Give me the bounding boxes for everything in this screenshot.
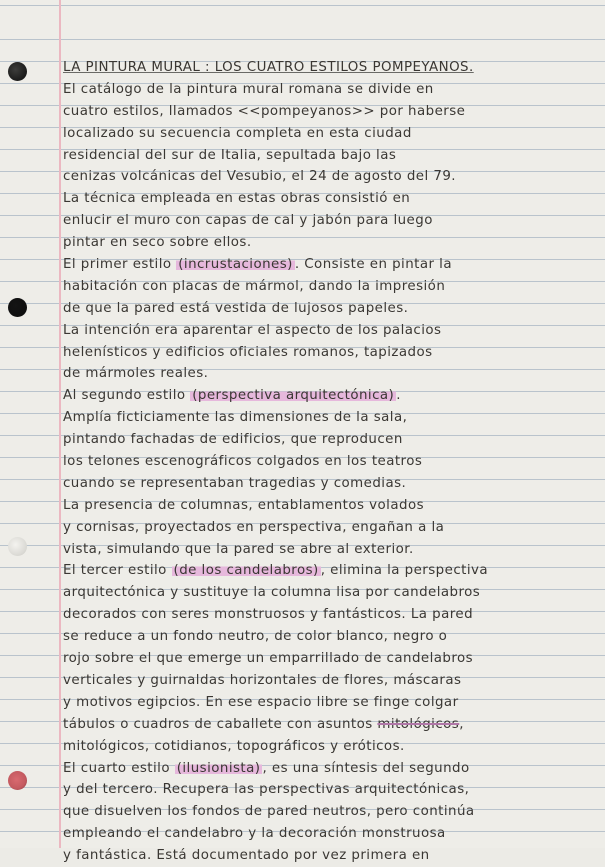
text-line: [63, 451, 595, 473]
text-segment: El cuarto estilo: [63, 760, 175, 776]
highlighted-term: (incrustaciones): [178, 257, 293, 273]
text-segment: La intención era aparentar el aspecto de los palacios: [63, 322, 442, 338]
binder-hole-dark: [8, 62, 27, 81]
text-line: [63, 473, 595, 495]
text-line: [63, 801, 595, 823]
text-segment: . Consiste en pintar la: [294, 257, 452, 273]
text-line: [63, 429, 595, 451]
text-line: [63, 57, 595, 79]
text-segment: verticales y guirnaldas horizontales de flores, máscaras: [63, 672, 462, 688]
text-line: [63, 79, 595, 101]
text-segment: los telones escenográficos colgados en los teatros: [63, 454, 423, 470]
text-segment: tábulos o cuadros de caballete con asuntos: [63, 716, 378, 732]
text-line: [63, 539, 595, 561]
highlighted-term: (de los candelabros): [173, 563, 319, 579]
page-title: LA PINTURA MURAL : LOS CUATRO ESTILOS POMPEYANOS.: [63, 60, 474, 75]
text-segment: El primer estilo: [63, 257, 177, 273]
text-line: [63, 254, 595, 276]
text-segment: localizado su secuencia completa en esta ciudad: [63, 125, 412, 141]
text-segment: y del tercero. Recupera las perspectivas arquitectónicas,: [63, 782, 470, 798]
text-segment: decorados con seres monstruosos y fantásticos. La pared: [63, 607, 474, 623]
text-segment: residencial del sur de Italia, sepultada bajo las: [63, 147, 397, 163]
text-line: [63, 736, 595, 758]
handwritten-notes: [63, 57, 595, 867]
text-segment: La técnica empleada en estas obras consistió en: [63, 191, 411, 207]
text-segment: vista, simulando que la pared se abre al exterior.: [63, 541, 414, 557]
text-line: [63, 670, 595, 692]
text-line: [63, 188, 595, 210]
text-segment: Amplía ficticiamente las dimensiones de la sala,: [63, 410, 408, 426]
text-line: [63, 604, 595, 626]
text-line: [63, 385, 595, 407]
text-line: [63, 407, 595, 429]
text-segment: El catálogo de la pintura mural romana se divide en: [63, 81, 434, 97]
text-line: [63, 517, 595, 539]
text-segment: ,: [459, 716, 464, 732]
text-line: [63, 320, 595, 342]
text-line: [63, 101, 595, 123]
binder-hole-red: [8, 771, 27, 790]
text-line: [63, 626, 595, 648]
text-line: [63, 495, 595, 517]
text-segment: pintar en seco sobre ellos.: [63, 235, 252, 251]
text-segment: que disuelven los fondos de pared neutros, pero continúa: [63, 804, 475, 820]
text-line: [63, 232, 595, 254]
text-segment: mitológicos, cotidianos, topográficos y eróticos.: [63, 738, 405, 754]
text-line: [63, 145, 595, 167]
binder-hole-dark: [8, 298, 27, 317]
text-segment: pintando fachadas de edificios, que reproducen: [63, 432, 403, 448]
text-line: [63, 779, 595, 801]
text-line: [63, 758, 595, 780]
text-segment: cenizas volcánicas del Vesubio, el 24 de agosto del 79.: [63, 169, 456, 185]
text-line: [63, 276, 595, 298]
text-segment: de mármoles reales.: [63, 366, 209, 382]
text-line: [63, 582, 595, 604]
text-line: [63, 823, 595, 845]
highlighted-term: (perspectiva arquitectónica): [192, 388, 395, 404]
text-line: [63, 123, 595, 145]
text-segment: , elimina la perspectiva: [320, 563, 489, 579]
text-segment: y motivos egipcios. En ese espacio libre se finge colgar: [63, 694, 459, 710]
text-segment: enlucir el muro con capas de cal y jabón para luego: [63, 213, 433, 229]
binder-hole-light: [8, 537, 27, 556]
text-segment: , es una síntesis del segundo: [262, 760, 470, 776]
text-line: [63, 342, 595, 364]
text-segment: .: [396, 388, 401, 404]
text-segment: de que la pared está vestida de lujosos papeles.: [63, 300, 409, 316]
text-line: [63, 560, 595, 582]
text-segment: se reduce a un fondo neutro, de color blanco, negro o: [63, 629, 448, 645]
text-segment: habitación con placas de mármol, dando la impresión: [63, 278, 446, 294]
text-segment: cuando se representaban tragedias y comedias.: [63, 475, 407, 491]
text-line: [63, 298, 595, 320]
text-line: [63, 845, 595, 867]
highlighted-term: (ilusionista): [176, 760, 261, 776]
text-line: [63, 714, 595, 736]
crossed-out-word: mitológicos: [377, 716, 460, 732]
text-segment: cuatro estilos, llamados <<pompeyanos>> por haberse: [63, 103, 466, 119]
text-segment: y cornisas, proyectados en perspectiva, engañan a la: [63, 519, 445, 535]
text-line: [63, 363, 595, 385]
text-segment: Al segundo estilo: [63, 388, 191, 404]
text-segment: La presencia de columnas, entablamentos volados: [63, 497, 425, 513]
text-segment: helenísticos y edificios oficiales romanos, tapizados: [63, 344, 433, 360]
text-segment: rojo sobre el que emerge un emparrillado de candelabros: [63, 651, 474, 667]
text-segment: arquitectónica y sustituye la columna lisa por candelabros: [63, 585, 481, 601]
text-segment: El tercer estilo: [63, 563, 172, 579]
text-line: [63, 648, 595, 670]
text-segment: y fantástica. Está documentado por vez primera en: [63, 848, 430, 864]
text-line: [63, 166, 595, 188]
text-line: [63, 210, 595, 232]
text-segment: empleando el candelabro y la decoración monstruosa: [63, 826, 446, 842]
text-line: [63, 692, 595, 714]
